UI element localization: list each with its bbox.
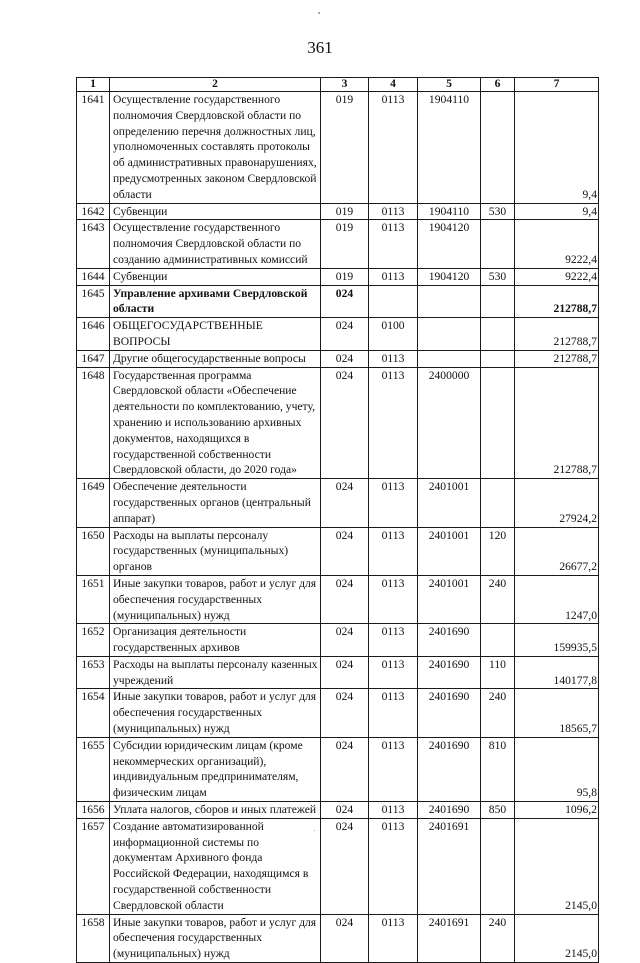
table-row (77, 689, 599, 737)
cell-amount: 212788,7 (515, 285, 599, 318)
table-row (77, 220, 599, 268)
cell-row-number: 1653 (77, 656, 110, 689)
cell-amount: 212788,7 (515, 367, 599, 479)
cell-ministry-code: 024 (321, 737, 369, 801)
cell-section-code (369, 285, 418, 318)
cell-item-name: Расходы на выплаты персоналу казенных учреждений (110, 656, 321, 689)
cell-expense-type: 530 (481, 268, 515, 285)
cell-target-code: 1904120 (418, 268, 481, 285)
cell-item-name: Иные закупки товаров, работ и услуг для обеспечения государственных (муниципальных) нужд (110, 689, 321, 737)
cell-item-name: Государственная программа Свердловской области «Обеспечение деятельности по комплектованию, учету, хранению и использованию архивных документов, находящихся в государственной собственности Свердловской области, до 2020 года» (110, 367, 321, 479)
cell-item-name: Осуществление государственного полномочия Свердловской области по созданию административных комиссий (110, 220, 321, 268)
cell-row-number: 1646 (77, 318, 110, 351)
table-row (77, 914, 599, 962)
table-body (77, 92, 599, 963)
cell-item-name: Иные закупки товаров, работ и услуг для обеспечения государственных (муниципальных) нужд (110, 914, 321, 962)
cell-amount: 159935,5 (515, 624, 599, 657)
cell-target-code: 2401690 (418, 802, 481, 819)
cell-row-number: 1654 (77, 689, 110, 737)
cell-row-number: 1650 (77, 527, 110, 575)
cell-expense-type (481, 624, 515, 657)
table-row (77, 318, 599, 351)
cell-ministry-code: 024 (321, 624, 369, 657)
cell-section-code: 0113 (369, 914, 418, 962)
cell-section-code: 0113 (369, 802, 418, 819)
cell-expense-type: 850 (481, 802, 515, 819)
cell-section-code: 0113 (369, 268, 418, 285)
cell-target-code: 2401690 (418, 737, 481, 801)
cell-amount: 9,4 (515, 92, 599, 204)
cell-amount: 27924,2 (515, 479, 599, 527)
cell-expense-type: 240 (481, 575, 515, 623)
cell-ministry-code: 024 (321, 527, 369, 575)
cell-row-number: 1649 (77, 479, 110, 527)
table-row (77, 203, 599, 220)
cell-amount: 9222,4 (515, 268, 599, 285)
cell-expense-type (481, 92, 515, 204)
cell-row-number: 1658 (77, 914, 110, 962)
cell-amount: 1096,2 (515, 802, 599, 819)
cell-target-code: 2401690 (418, 624, 481, 657)
cell-amount: 140177,8 (515, 656, 599, 689)
cell-item-name: Управление архивами Свердловской области (110, 285, 321, 318)
table-row (77, 479, 599, 527)
cell-row-number: 1652 (77, 624, 110, 657)
cell-row-number: 1642 (77, 203, 110, 220)
cell-target-code: 1904110 (418, 203, 481, 220)
table-row (77, 737, 599, 801)
header-col-6: 6 (481, 78, 515, 92)
cell-expense-type: 240 (481, 914, 515, 962)
cell-row-number: 1641 (77, 92, 110, 204)
cell-section-code: 0113 (369, 527, 418, 575)
scan-speck (314, 830, 315, 831)
cell-amount: 212788,7 (515, 350, 599, 367)
cell-row-number: 1643 (77, 220, 110, 268)
cell-section-code: 0113 (369, 624, 418, 657)
budget-table (76, 77, 599, 963)
cell-item-name: Субвенции (110, 203, 321, 220)
cell-item-name: Субвенции (110, 268, 321, 285)
page-number: 361 (307, 38, 333, 57)
cell-expense-type (481, 285, 515, 318)
cell-target-code: 2401001 (418, 575, 481, 623)
table-row (77, 624, 599, 657)
cell-item-name: Организация деятельности государственных архивов (110, 624, 321, 657)
cell-expense-type (481, 220, 515, 268)
cell-target-code: 2401690 (418, 656, 481, 689)
cell-target-code: 2400000 (418, 367, 481, 479)
cell-row-number: 1645 (77, 285, 110, 318)
cell-ministry-code: 024 (321, 350, 369, 367)
cell-section-code: 0113 (369, 656, 418, 689)
cell-target-code: 2401691 (418, 914, 481, 962)
cell-expense-type (481, 318, 515, 351)
table-row (77, 367, 599, 479)
cell-section-code: 0113 (369, 818, 418, 914)
cell-ministry-code: 024 (321, 479, 369, 527)
cell-expense-type: 240 (481, 689, 515, 737)
cell-target-code (418, 285, 481, 318)
cell-row-number: 1644 (77, 268, 110, 285)
table-row (77, 350, 599, 367)
cell-expense-type (481, 367, 515, 479)
cell-target-code: 2401690 (418, 689, 481, 737)
header-col-4: 4 (369, 78, 418, 92)
table-row (77, 656, 599, 689)
cell-ministry-code: 024 (321, 575, 369, 623)
cell-amount: 212788,7 (515, 318, 599, 351)
cell-section-code: 0113 (369, 92, 418, 204)
cell-amount: 9,4 (515, 203, 599, 220)
cell-expense-type: 530 (481, 203, 515, 220)
cell-ministry-code: 019 (321, 92, 369, 204)
cell-ministry-code: 019 (321, 268, 369, 285)
cell-amount: 1247,0 (515, 575, 599, 623)
cell-amount: 2145,0 (515, 914, 599, 962)
header-col-2: 2 (110, 78, 321, 92)
cell-ministry-code: 024 (321, 802, 369, 819)
cell-item-name: Другие общегосударственные вопросы (110, 350, 321, 367)
cell-expense-type: 110 (481, 656, 515, 689)
header-col-1: 1 (77, 78, 110, 92)
cell-expense-type (481, 479, 515, 527)
cell-section-code: 0113 (369, 350, 418, 367)
cell-row-number: 1657 (77, 818, 110, 914)
cell-amount: 2145,0 (515, 818, 599, 914)
cell-ministry-code: 024 (321, 656, 369, 689)
cell-item-name: Расходы на выплаты персоналу государственных (муниципальных) органов (110, 527, 321, 575)
cell-target-code: 2401001 (418, 527, 481, 575)
cell-amount: 26677,2 (515, 527, 599, 575)
cell-section-code: 0113 (369, 367, 418, 479)
cell-target-code: 1904120 (418, 220, 481, 268)
cell-amount: 9222,4 (515, 220, 599, 268)
table-row (77, 92, 599, 204)
cell-ministry-code: 019 (321, 220, 369, 268)
cell-section-code: 0113 (369, 737, 418, 801)
cell-target-code: 2401001 (418, 479, 481, 527)
table-row (77, 575, 599, 623)
cell-section-code: 0113 (369, 203, 418, 220)
cell-row-number: 1648 (77, 367, 110, 479)
header-col-5: 5 (418, 78, 481, 92)
cell-ministry-code: 019 (321, 203, 369, 220)
cell-ministry-code: 024 (321, 914, 369, 962)
cell-item-name: Уплата налогов, сборов и иных платежей (110, 802, 321, 819)
cell-expense-type: 810 (481, 737, 515, 801)
cell-amount: 18565,7 (515, 689, 599, 737)
header-col-7: 7 (515, 78, 599, 92)
cell-row-number: 1656 (77, 802, 110, 819)
cell-row-number: 1647 (77, 350, 110, 367)
cell-expense-type (481, 350, 515, 367)
cell-item-name: Обеспечение деятельности государственных органов (центральный аппарат) (110, 479, 321, 527)
header-col-3: 3 (321, 78, 369, 92)
cell-section-code: 0113 (369, 689, 418, 737)
cell-ministry-code: 024 (321, 285, 369, 318)
cell-target-code: 2401691 (418, 818, 481, 914)
cell-item-name: Субсидии юридическим лицам (кроме некоммерческих организаций), индивидуальным предпринимателям, физическим лицам (110, 737, 321, 801)
cell-row-number: 1655 (77, 737, 110, 801)
cell-item-name: Осуществление государственного полномочия Свердловской области по определению перечня должностных лиц, уполномоченных составлять протоколы об административных правонарушениях, предусмотренных законом Свердловской области (110, 92, 321, 204)
cell-ministry-code: 024 (321, 689, 369, 737)
scan-speck (318, 12, 320, 14)
cell-section-code: 0100 (369, 318, 418, 351)
cell-target-code (418, 350, 481, 367)
cell-ministry-code: 024 (321, 367, 369, 479)
table-row (77, 818, 599, 914)
table-row (77, 268, 599, 285)
cell-expense-type: 120 (481, 527, 515, 575)
cell-amount: 95,8 (515, 737, 599, 801)
cell-item-name: Создание автоматизированной информационной системы по документам Архивного фонда Российской Федерации, находящимся в государственной собственности Свердловской области (110, 818, 321, 914)
cell-section-code: 0113 (369, 479, 418, 527)
cell-section-code: 0113 (369, 575, 418, 623)
cell-section-code: 0113 (369, 220, 418, 268)
cell-ministry-code: 024 (321, 318, 369, 351)
cell-expense-type (481, 818, 515, 914)
cell-item-name: Иные закупки товаров, работ и услуг для обеспечения государственных (муниципальных) нужд (110, 575, 321, 623)
cell-target-code (418, 318, 481, 351)
cell-row-number: 1651 (77, 575, 110, 623)
cell-ministry-code: 024 (321, 818, 369, 914)
table-header-row (77, 78, 599, 92)
table-row (77, 802, 599, 819)
table-row (77, 285, 599, 318)
cell-item-name: ОБЩЕГОСУДАРСТВЕННЫЕ ВОПРОСЫ (110, 318, 321, 351)
cell-target-code: 1904110 (418, 92, 481, 204)
table-row (77, 527, 599, 575)
